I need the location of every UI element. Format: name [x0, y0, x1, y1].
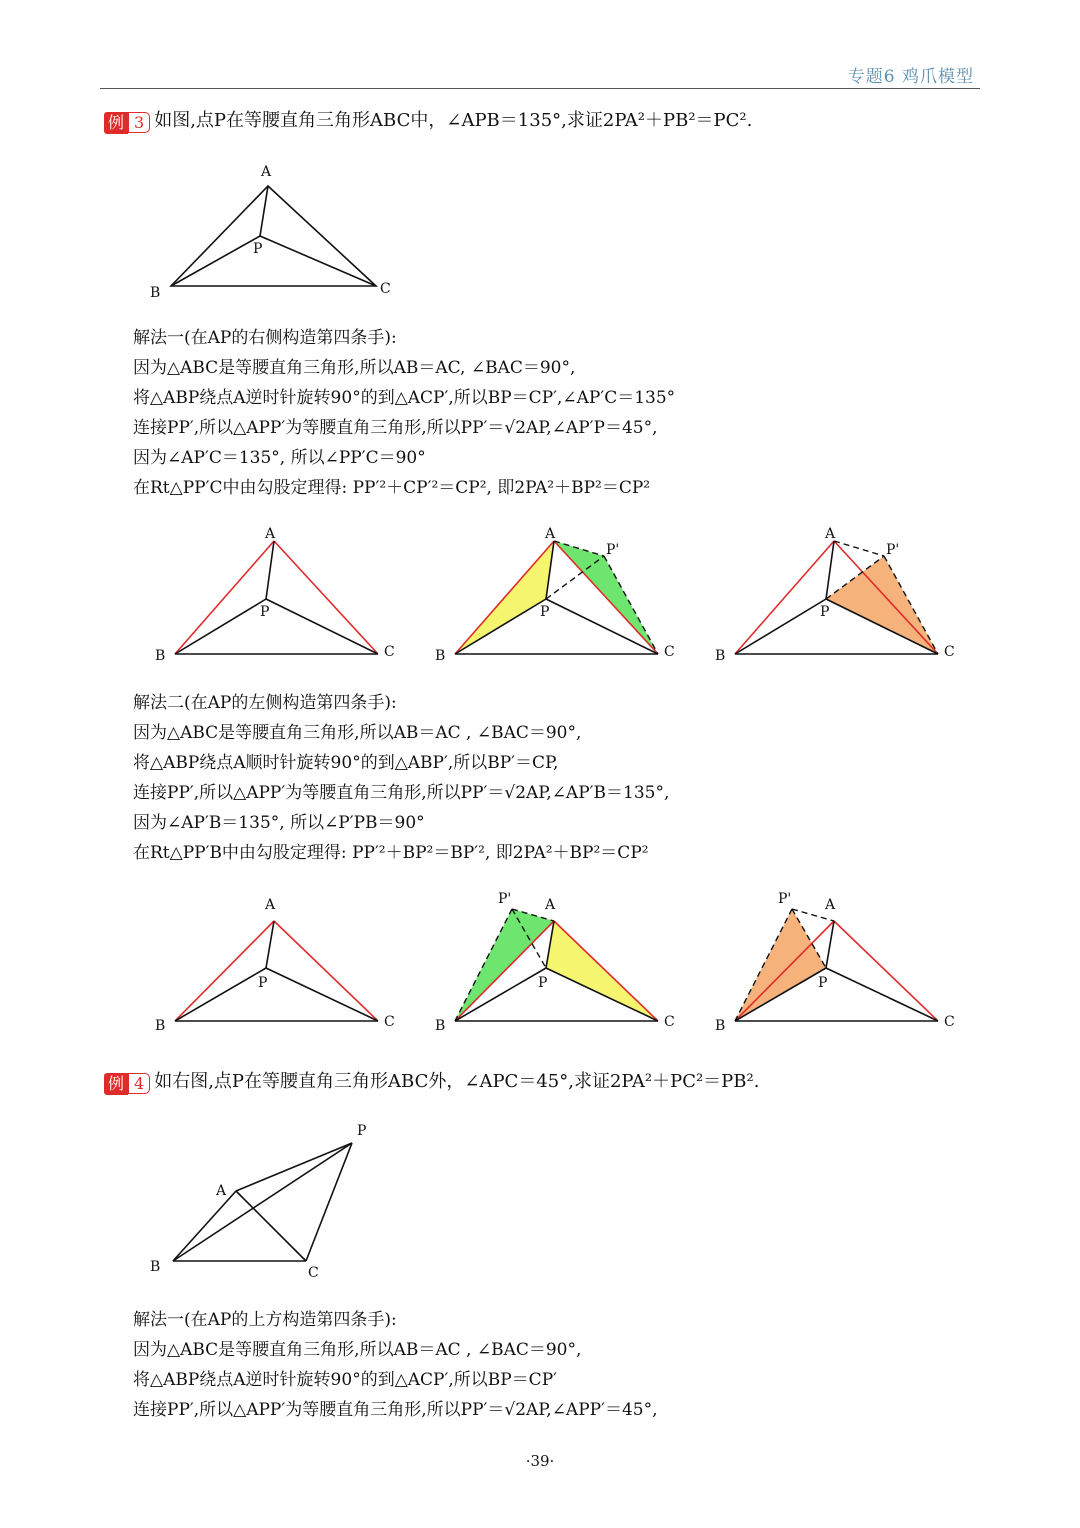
svg-text:B: B [435, 1018, 446, 1034]
svg-text:A: A [825, 897, 836, 913]
svg-text:A: A [265, 897, 276, 913]
svg-text:P': P' [778, 891, 792, 907]
svg-text:B: B [435, 648, 446, 664]
svg-text:P': P' [886, 542, 900, 558]
svg-text:B: B [715, 1018, 726, 1034]
solution-3 [133, 1305, 657, 1425]
solution-1-line: 因为△ABC是等腰直角三角形,所以AB＝AC, ∠BAC＝90°, [133, 358, 576, 378]
solution-2 [133, 688, 669, 868]
label-C: C [380, 281, 391, 297]
label-A: A [216, 1183, 227, 1199]
solution-1-line: 在Rt△PP′C中由勾股定理得: PP′²＋CP′²＝CP², 即2PA²＋BP²＝CP² [133, 478, 651, 498]
figure-1c [715, 526, 955, 664]
svg-text:C: C [944, 1014, 955, 1030]
solution-1-line: 解法一(在AP的右侧构造第四条手): [133, 328, 397, 348]
svg-text:C: C [384, 644, 395, 660]
svg-text:P': P' [606, 542, 620, 558]
svg-text:C: C [384, 1014, 395, 1030]
svg-text:B: B [155, 648, 166, 664]
label-C: C [308, 1265, 319, 1281]
example-3-problem [104, 108, 752, 134]
example-4-problem [104, 1069, 759, 1095]
solution-1 [133, 323, 675, 503]
figure-1a [155, 526, 395, 664]
label-A: A [261, 164, 272, 180]
solution-3-line: 连接PP′,所以△APP′为等腰直角三角形,所以PP′＝√2AP,∠APP′＝45°, [133, 1400, 658, 1420]
page-number: ·39· [525, 1452, 555, 1470]
svg-text:P: P [540, 604, 550, 620]
label-P: P [357, 1123, 367, 1139]
figure-2a [155, 897, 395, 1034]
solution-2-line: 连接PP′,所以△APP′为等腰直角三角形,所以PP′＝√2AP,∠AP′B＝135°, [133, 783, 670, 803]
svg-text:P: P [818, 975, 828, 991]
svg-text:C: C [664, 644, 675, 660]
example-3-text: 如图,点P在等腰直角三角形ABC中，∠APB＝135°,求证2PA²＋PB²＝PC². [154, 110, 753, 131]
solution-3-line: 将△ABP绕点A逆时针旋转90°的到△ACP′,所以BP＝CP′ [133, 1370, 557, 1390]
figure-example-4 [140, 1115, 400, 1285]
example-badge: 例 3 [104, 110, 150, 132]
svg-text:A: A [545, 526, 556, 542]
figure-2c [715, 891, 955, 1034]
label-B: B [150, 1259, 161, 1275]
figure-2b [435, 891, 675, 1034]
solution-2-line: 解法二(在AP的左侧构造第四条手): [133, 693, 397, 713]
svg-text:C: C [664, 1014, 675, 1030]
figure-row-solution-1 [150, 520, 990, 670]
svg-text:P': P' [498, 891, 512, 907]
solution-1-line: 因为∠AP′C＝135°, 所以∠PP′C＝90° [133, 448, 426, 468]
example-badge: 例 4 [104, 1071, 150, 1093]
svg-text:P: P [260, 604, 270, 620]
svg-text:P: P [538, 975, 548, 991]
figure-row-solution-2 [150, 885, 990, 1040]
svg-text:B: B [715, 648, 726, 664]
svg-text:A: A [545, 897, 556, 913]
label-P: P [253, 241, 263, 257]
page-header [100, 60, 980, 89]
solution-2-line: 将△ABP绕点A顺时针旋转90°的到△ABP′,所以BP′＝CP, [133, 753, 559, 773]
label-B: B [150, 285, 161, 301]
figure-1b [435, 526, 675, 664]
svg-text:P: P [820, 604, 830, 620]
svg-text:P: P [258, 975, 268, 991]
solution-2-line: 在Rt△PP′B中由勾股定理得: PP′²＋BP²＝BP′², 即2PA²＋BP²＝CP² [133, 843, 649, 863]
solution-3-line: 因为△ABC是等腰直角三角形,所以AB＝AC , ∠BAC＝90°, [133, 1340, 582, 1360]
solution-2-line: 因为△ABC是等腰直角三角形,所以AB＝AC , ∠BAC＝90°, [133, 723, 582, 743]
solution-1-line: 连接PP′,所以△APP′为等腰直角三角形,所以PP′＝√2AP,∠AP′P＝45°, [133, 418, 658, 438]
svg-text:B: B [155, 1018, 166, 1034]
example-4-text: 如右图,点P在等腰直角三角形ABC外，∠APC＝45°,求证2PA²＋PC²＝PB². [154, 1071, 760, 1092]
solution-3-line: 解法一(在AP的上方构造第四条手): [133, 1310, 397, 1330]
header-title: 专题6 鸡爪模型 [847, 67, 974, 87]
svg-text:A: A [825, 526, 836, 542]
svg-text:A: A [265, 526, 276, 542]
svg-text:C: C [944, 644, 955, 660]
solution-2-line: 因为∠AP′B＝135°, 所以∠P′PB＝90° [133, 813, 425, 833]
solution-1-line: 将△ABP绕点A逆时针旋转90°的到△ACP′,所以BP＝CP′,∠AP′C＝135° [133, 388, 676, 408]
figure-example-3 [140, 155, 410, 305]
